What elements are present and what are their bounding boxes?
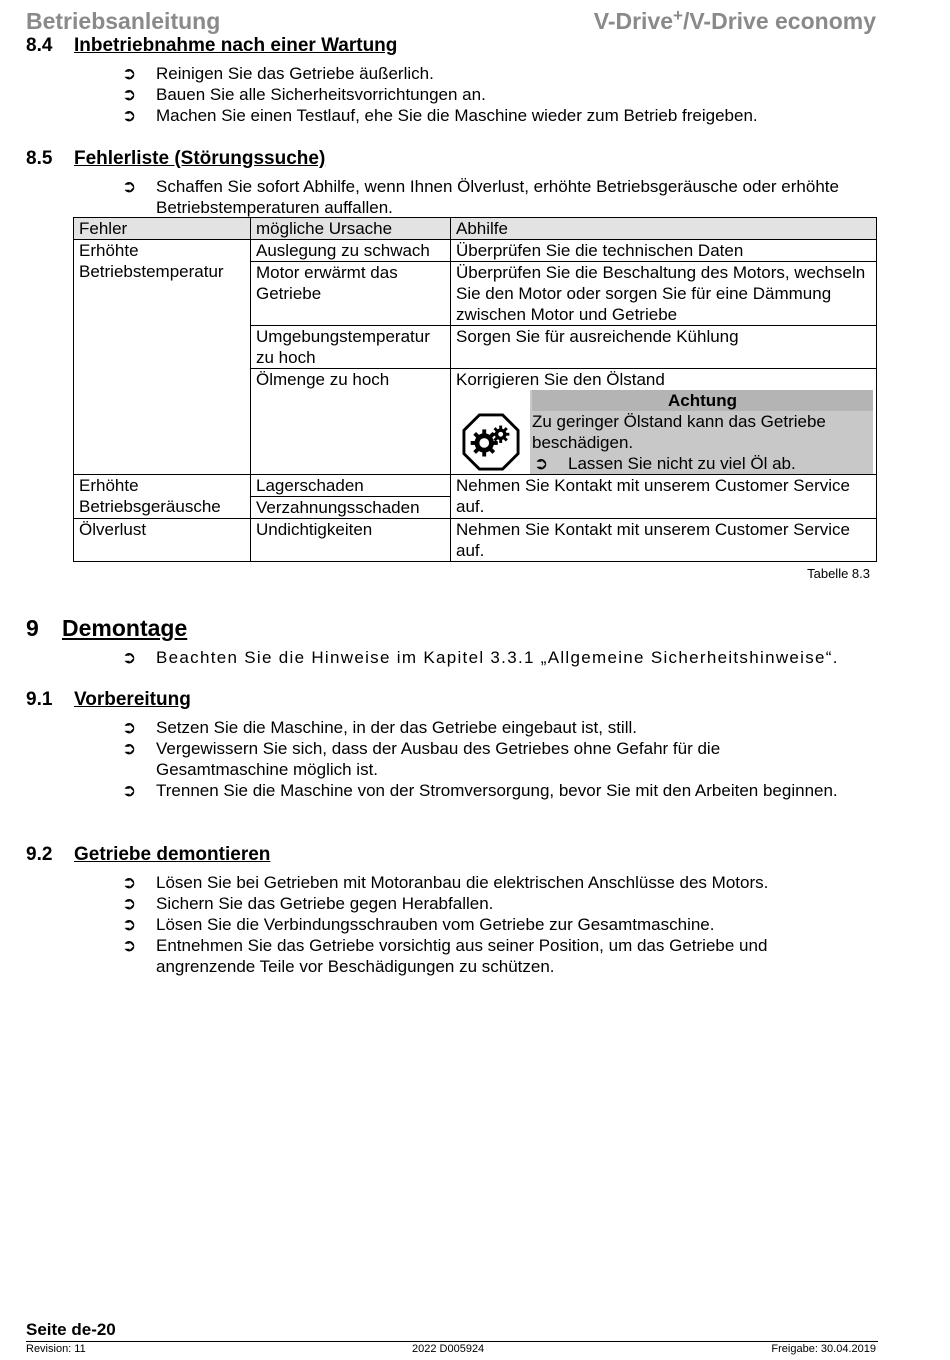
table-caption: Tabelle 8.3 bbox=[807, 566, 870, 581]
section-number: 9.2 bbox=[26, 844, 53, 865]
list-item-text: Trennen Sie die Maschine von der Stromversorgung, bevor Sie mit den Arbeiten beginnen. bbox=[156, 781, 838, 800]
ursache-cell: Undichtigkeiten bbox=[251, 519, 451, 562]
list-item bbox=[122, 738, 842, 780]
section-8-4-list bbox=[122, 63, 842, 126]
list-item-text: Vergewissern Sie sich, dass der Ausbau des Getriebes ohne Gefahr für die Gesamtmaschine möglich ist. bbox=[156, 739, 721, 779]
list-item bbox=[122, 63, 842, 84]
section-9-2-list bbox=[122, 872, 842, 977]
fehler-cell: Ölverlust bbox=[74, 519, 251, 562]
fault-table bbox=[73, 217, 877, 562]
arrow-bullet-icon: ➲ bbox=[122, 873, 137, 892]
section-title: Vorbereitung bbox=[74, 689, 191, 710]
warning-box bbox=[530, 390, 873, 474]
footer-revision: Revision: 11 bbox=[26, 1343, 86, 1355]
ursache-cell: Motor erwärmt das Getriebe bbox=[251, 262, 451, 326]
arrow-bullet-icon: ➲ bbox=[122, 718, 137, 737]
fehler-cell: Erhöhte Betriebsgeräusche bbox=[74, 475, 251, 519]
list-item bbox=[122, 717, 842, 738]
section-number: 8.4 bbox=[26, 35, 53, 56]
table-row bbox=[74, 240, 877, 262]
product-name: V-Drive bbox=[593, 8, 674, 34]
list-item-text: Bauen Sie alle Sicherheitsvorrichtungen an. bbox=[156, 85, 486, 104]
column-header-abhilfe: Abhilfe bbox=[451, 218, 877, 240]
abhilfe-cell: Überprüfen Sie die technischen Daten bbox=[451, 240, 877, 262]
product-plus: + bbox=[673, 6, 683, 25]
arrow-bullet-icon: ➲ bbox=[122, 106, 137, 125]
table-row bbox=[74, 475, 877, 497]
warning-title: Achtung bbox=[532, 390, 873, 411]
list-item-text: Machen Sie einen Testlauf, ehe Sie die Maschine wieder zum Betrieb freigeben. bbox=[156, 106, 758, 125]
warning-block bbox=[456, 390, 871, 474]
arrow-bullet-icon: ➲ bbox=[122, 739, 137, 758]
section-9-1-list bbox=[122, 717, 842, 801]
product-name-rest: /V-Drive economy bbox=[682, 8, 876, 34]
list-item-text: Lösen Sie die Verbindungsschrauben vom Getriebe zur Gesamtmaschine. bbox=[156, 915, 715, 934]
section-title: Demontage bbox=[62, 615, 188, 641]
column-header-ursache: mögliche Ursache bbox=[251, 218, 451, 240]
arrow-bullet-icon: ➲ bbox=[122, 894, 137, 913]
list-item bbox=[122, 914, 842, 935]
footer-doc-number: 2022 D005924 bbox=[412, 1343, 485, 1355]
list-item bbox=[122, 935, 842, 977]
section-number: 8.5 bbox=[26, 148, 53, 169]
arrow-bullet-icon: ➲ bbox=[534, 454, 549, 473]
footer-divider bbox=[26, 1341, 878, 1342]
abhilfe-cell: Überprüfen Sie die Beschaltung des Motors, wechseln Sie den Motor oder sorgen Sie für eine Dämmung zwischen Motor und Getriebe bbox=[451, 262, 877, 326]
section-title: Getriebe demontieren bbox=[74, 844, 271, 865]
ursache-cell: Auslegung zu schwach bbox=[251, 240, 451, 262]
abhilfe-cell: Sorgen Sie für ausreichende Kühlung bbox=[451, 326, 877, 369]
warning-action bbox=[532, 453, 873, 474]
list-item-text: Reinigen Sie das Getriebe äußerlich. bbox=[156, 64, 434, 83]
table-row bbox=[74, 519, 877, 562]
abhilfe-cell: Nehmen Sie Kontakt mit unserem Customer Service auf. bbox=[451, 475, 877, 519]
list-item bbox=[122, 84, 842, 105]
table-header-row bbox=[74, 218, 877, 240]
ursache-cell: Umgebungstemperatur zu hoch bbox=[251, 326, 451, 369]
section-title: Inbetriebnahme nach einer Wartung bbox=[74, 35, 398, 56]
section-number: 9.1 bbox=[26, 689, 53, 710]
list-item bbox=[122, 647, 842, 668]
ursache-cell: Lagerschaden bbox=[251, 475, 451, 497]
abhilfe-cell-with-warning bbox=[451, 369, 877, 475]
arrow-bullet-icon: ➲ bbox=[122, 936, 137, 955]
doc-header-product bbox=[594, 8, 876, 35]
list-item-text: Entnehmen Sie das Getriebe vorsichtig aus seiner Position, um das Getriebe und angrenzende Teile vor Beschädigungen zu schützen. bbox=[156, 936, 768, 976]
section-number: 9 bbox=[26, 615, 39, 641]
arrow-bullet-icon: ➲ bbox=[122, 177, 137, 196]
list-item bbox=[122, 872, 842, 893]
list-item-text: Schaffen Sie sofort Abhilfe, wenn Ihnen Ölverlust, erhöhte Betriebsgeräusche oder erhöhte Betriebstemperaturen auffallen. bbox=[156, 177, 839, 217]
abhilfe-cell: Nehmen Sie Kontakt mit unserem Customer Service auf. bbox=[451, 519, 877, 562]
warning-action-text: Lassen Sie nicht zu viel Öl ab. bbox=[568, 454, 796, 473]
arrow-bullet-icon: ➲ bbox=[122, 648, 137, 667]
section-9-list bbox=[122, 647, 842, 668]
footer-release-date: Freigabe: 30.04.2019 bbox=[771, 1343, 876, 1355]
ursache-cell: Ölmenge zu hoch bbox=[251, 369, 451, 475]
list-item bbox=[122, 105, 842, 126]
fehler-cell: Erhöhte Betriebstemperatur bbox=[74, 240, 251, 475]
ursache-cell: Verzahnungsschaden bbox=[251, 497, 451, 519]
gear-warning-icon bbox=[462, 413, 520, 471]
list-item bbox=[122, 176, 842, 218]
section-8-5-list bbox=[122, 176, 842, 218]
column-header-fehler: Fehler bbox=[74, 218, 251, 240]
arrow-bullet-icon: ➲ bbox=[122, 781, 137, 800]
arrow-bullet-icon: ➲ bbox=[122, 64, 137, 83]
list-item bbox=[122, 893, 842, 914]
page-number: Seite de-20 bbox=[26, 1320, 116, 1339]
doc-header-title: Betriebsanleitung bbox=[26, 8, 221, 34]
section-title: Fehlerliste (Störungssuche) bbox=[74, 148, 326, 169]
warning-text: Zu geringer Ölstand kann das Getriebe beschädigen. bbox=[532, 412, 826, 452]
abhilfe-text: Korrigieren Sie den Ölstand bbox=[456, 370, 665, 389]
list-item-text: Setzen Sie die Maschine, in der das Getriebe eingebaut ist, still. bbox=[156, 718, 637, 737]
list-item-text: Beachten Sie die Hinweise im Kapitel 3.3.1 „Allgemeine Sicherheitshinweise“. bbox=[156, 648, 839, 667]
list-item-text: Sichern Sie das Getriebe gegen Herabfallen. bbox=[156, 894, 494, 913]
list-item-text: Lösen Sie bei Getrieben mit Motoranbau die elektrischen Anschlüsse des Motors. bbox=[156, 873, 769, 892]
arrow-bullet-icon: ➲ bbox=[122, 915, 137, 934]
arrow-bullet-icon: ➲ bbox=[122, 85, 137, 104]
list-item bbox=[122, 780, 842, 801]
